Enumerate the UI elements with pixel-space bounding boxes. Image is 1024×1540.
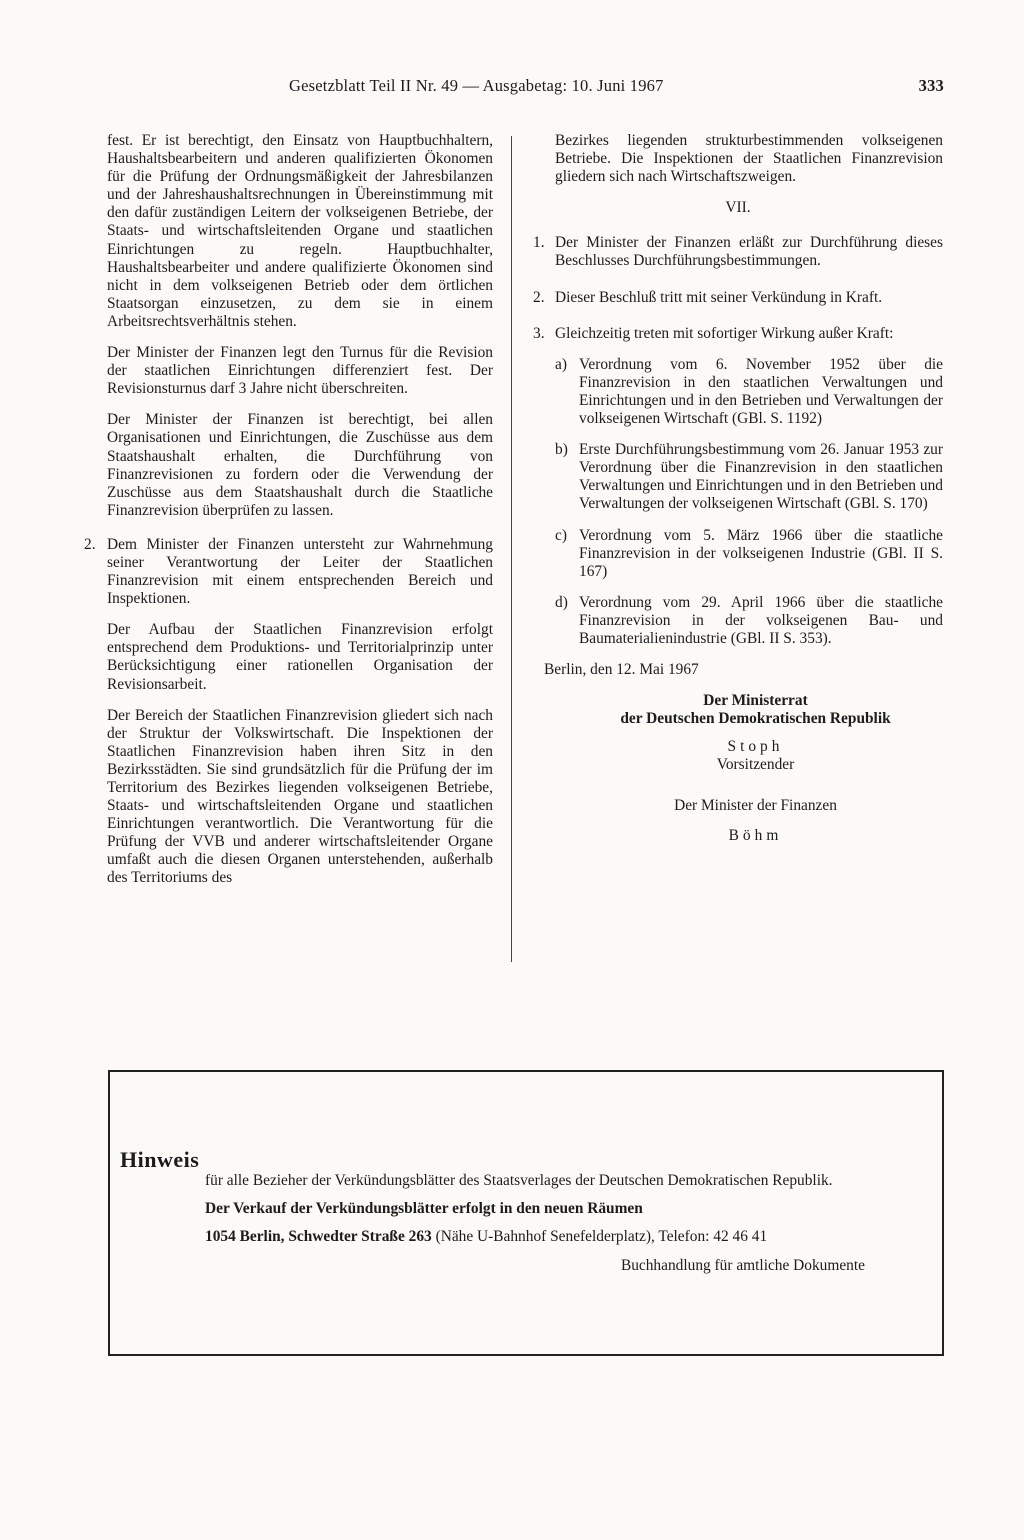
item-number: 2. <box>533 288 545 306</box>
paragraph: Der Minister der Finanzen ist berechtigt, bei allen Organisationen und Einrichtungen, die Zuschüsse aus dem Staatshaushalt erhalten, die Durchführung von Finanzrevisionen zu fordern oder die Verwendung der Zuschüsse aus dem Staatshaushalt durch die Staatliche Finanzrevision überprüfen zu lassen. <box>107 411 493 519</box>
signatory-role: Der Minister der Finanzen <box>674 796 837 814</box>
page-number: 333 <box>918 76 944 95</box>
notice-address <box>205 1228 865 1247</box>
sub-item-letter: d) <box>555 593 568 611</box>
council-line-2: der Deutschen Demokratischen Republik <box>620 710 891 728</box>
numbered-item-2 <box>84 536 493 608</box>
notice-text <box>205 1172 865 1275</box>
paragraph: Der Aufbau der Staatlichen Finanzrevision erfolgt entsprechend dem Produktions- und Territorialprinzip unter Berücksichtigung einer rationellen Organisation der Revisionsarbeit. <box>107 621 493 693</box>
header-title: Gesetzblatt Teil II Nr. 49 — Ausgabetag: 10. Juni 1967 <box>289 76 664 95</box>
sub-item-text: Verordnung vom 29. April 1966 über die staatliche Finanzrevision in der volkseigenen Bau- und Baumaterialienindustrie (GBl. II S. 353). <box>579 593 943 647</box>
sub-item-letter: b) <box>555 441 568 459</box>
signatory-name: Stoph <box>727 738 784 756</box>
sub-item-text: Verordnung vom 6. November 1952 über die Finanzrevision in den staatlichen Verwaltungen und Einrichtungen und in den Betrieben und Verwaltungen der volkseigenen Wirtschaft (GBl. S. 1192) <box>579 355 943 428</box>
numbered-item <box>533 234 943 270</box>
sub-item <box>533 527 943 581</box>
notice-signoff: Buchhandlung für amtliche Dokumente <box>620 1256 865 1274</box>
sub-item-text: Verordnung vom 5. März 1966 über die staatliche Finanzrevision in der volkseigenen Industrie (GBl. II S. 167) <box>579 526 943 580</box>
item-text: Gleichzeitig treten mit sofortiger Wirkung außer Kraft: <box>555 324 894 342</box>
notice-address-bold: 1054 Berlin, Schwedter Straße 263 <box>205 1228 432 1245</box>
signatory-name: Böhm <box>728 826 783 844</box>
item-number: 2. <box>84 535 96 553</box>
sub-item-letter: c) <box>555 526 567 544</box>
section-heading: VII. <box>725 199 751 217</box>
item-text: Dieser Beschluß tritt mit seiner Verkündung in Kraft. <box>555 288 883 306</box>
sub-item <box>533 356 943 428</box>
sub-item-letter: a) <box>555 355 567 373</box>
notice-line: für alle Bezieher der Verkündungsblätter des Staatsverlages der Deutschen Demokratischen Republik. <box>205 1172 833 1189</box>
sub-item-text: Erste Durchführungsbestimmung vom 26. Januar 1953 zur Verordnung über die Finanzrevision in den staatlichen Verwaltungen und Einrichtungen und in den Betrieben und Verwaltungen der volkseigenen Wirtschaft (GBl. S. 170) <box>579 441 943 513</box>
left-column <box>84 132 493 901</box>
date-line: Berlin, den 12. Mai 1967 <box>544 661 699 679</box>
notice-line-bold: Der Verkauf der Verkündungsblätter erfolgt in den neuen Räumen <box>205 1199 643 1217</box>
council-line-1: Der Ministerrat <box>703 692 808 710</box>
column-divider <box>511 136 512 962</box>
paragraph: Der Minister der Finanzen legt den Turnus für die Revision der staatlichen Einrichtungen differenziert fest. Der Revisionsturnus darf 3 Jahre nicht überschreiten. <box>107 344 493 398</box>
paragraph: fest. Er ist berechtigt, den Einsatz von Hauptbuchhaltern, Haushaltsbearbeitern und anderen qualifizierten Ökonomen für die Prüfung der Ordnungsmäßigkeit der Jahresbilanzen und der Jahreshaushaltsrechnungen in Übereinstimmung mit den dafür zuständigen Leitern der volkseigenen Betriebe, der Staats- und wirtschaftsleitenden Organe und staatlichen Einrichtungen zu regeln. Hauptbuchhalter, Haushaltsbearbeiter und andere qualifizierte Ökonomen sind nicht in dem volkseigenen Betrieb oder dem örtlichen Staatsorgan einzusetzen, zu dem sie in einem Arbeitsrechtsverhältnis stehen. <box>107 132 493 330</box>
sub-item <box>533 594 943 648</box>
signature-block <box>568 692 943 845</box>
sub-item <box>533 441 943 513</box>
notice-box <box>108 1070 944 1356</box>
right-column <box>533 132 943 845</box>
item-number: 1. <box>533 234 545 252</box>
item-text: Der Minister der Finanzen erläßt zur Durchführung dieses Beschlusses Durchführungsbestimmungen. <box>555 234 943 270</box>
item-number: 3. <box>533 324 545 342</box>
item-text: Dem Minister der Finanzen untersteht zur Wahrnehmung seiner Verantwortung der Leiter der Staatlichen Finanzrevision mit einem entsprechenden Bereich und Inspektionen. <box>107 535 493 608</box>
paragraph: Bezirkes liegenden strukturbestimmenden volkseigenen Betriebe. Die Inspektionen der Staatlichen Finanzrevision gliedern sich nach Wirtschaftszweigen. <box>555 132 943 186</box>
notice-title: Hinweis <box>120 1147 200 1172</box>
paragraph: Der Bereich der Staatlichen Finanzrevision gliedert sich nach der Struktur der Volkswirtschaft. Die Inspektionen der Staatlichen Finanzrevision haben ihren Sitz in den Bezirksstädten. Sie sind grundsätzlich für die Prüfung der im Territorium des Bezirkes liegenden volkseigenen Betriebe, Staats- und wirtschaftsleitenden Organe und staatlichen Einrichtungen verantwortlich. Die Verantwortung für die Prüfung der VVB und anderer wirtschaftsleitender Organe umfaßt auch die diesen Organen unterstehenden, außerhalb des Territoriums des <box>107 706 493 887</box>
notice-address-rest: (Nähe U-Bahnhof Senefelderplatz), Telefon: 42 46 41 <box>435 1228 768 1245</box>
page-header <box>0 76 944 98</box>
signatory-role: Vorsitzender <box>716 756 795 774</box>
numbered-item <box>533 289 943 307</box>
numbered-item <box>533 325 943 343</box>
